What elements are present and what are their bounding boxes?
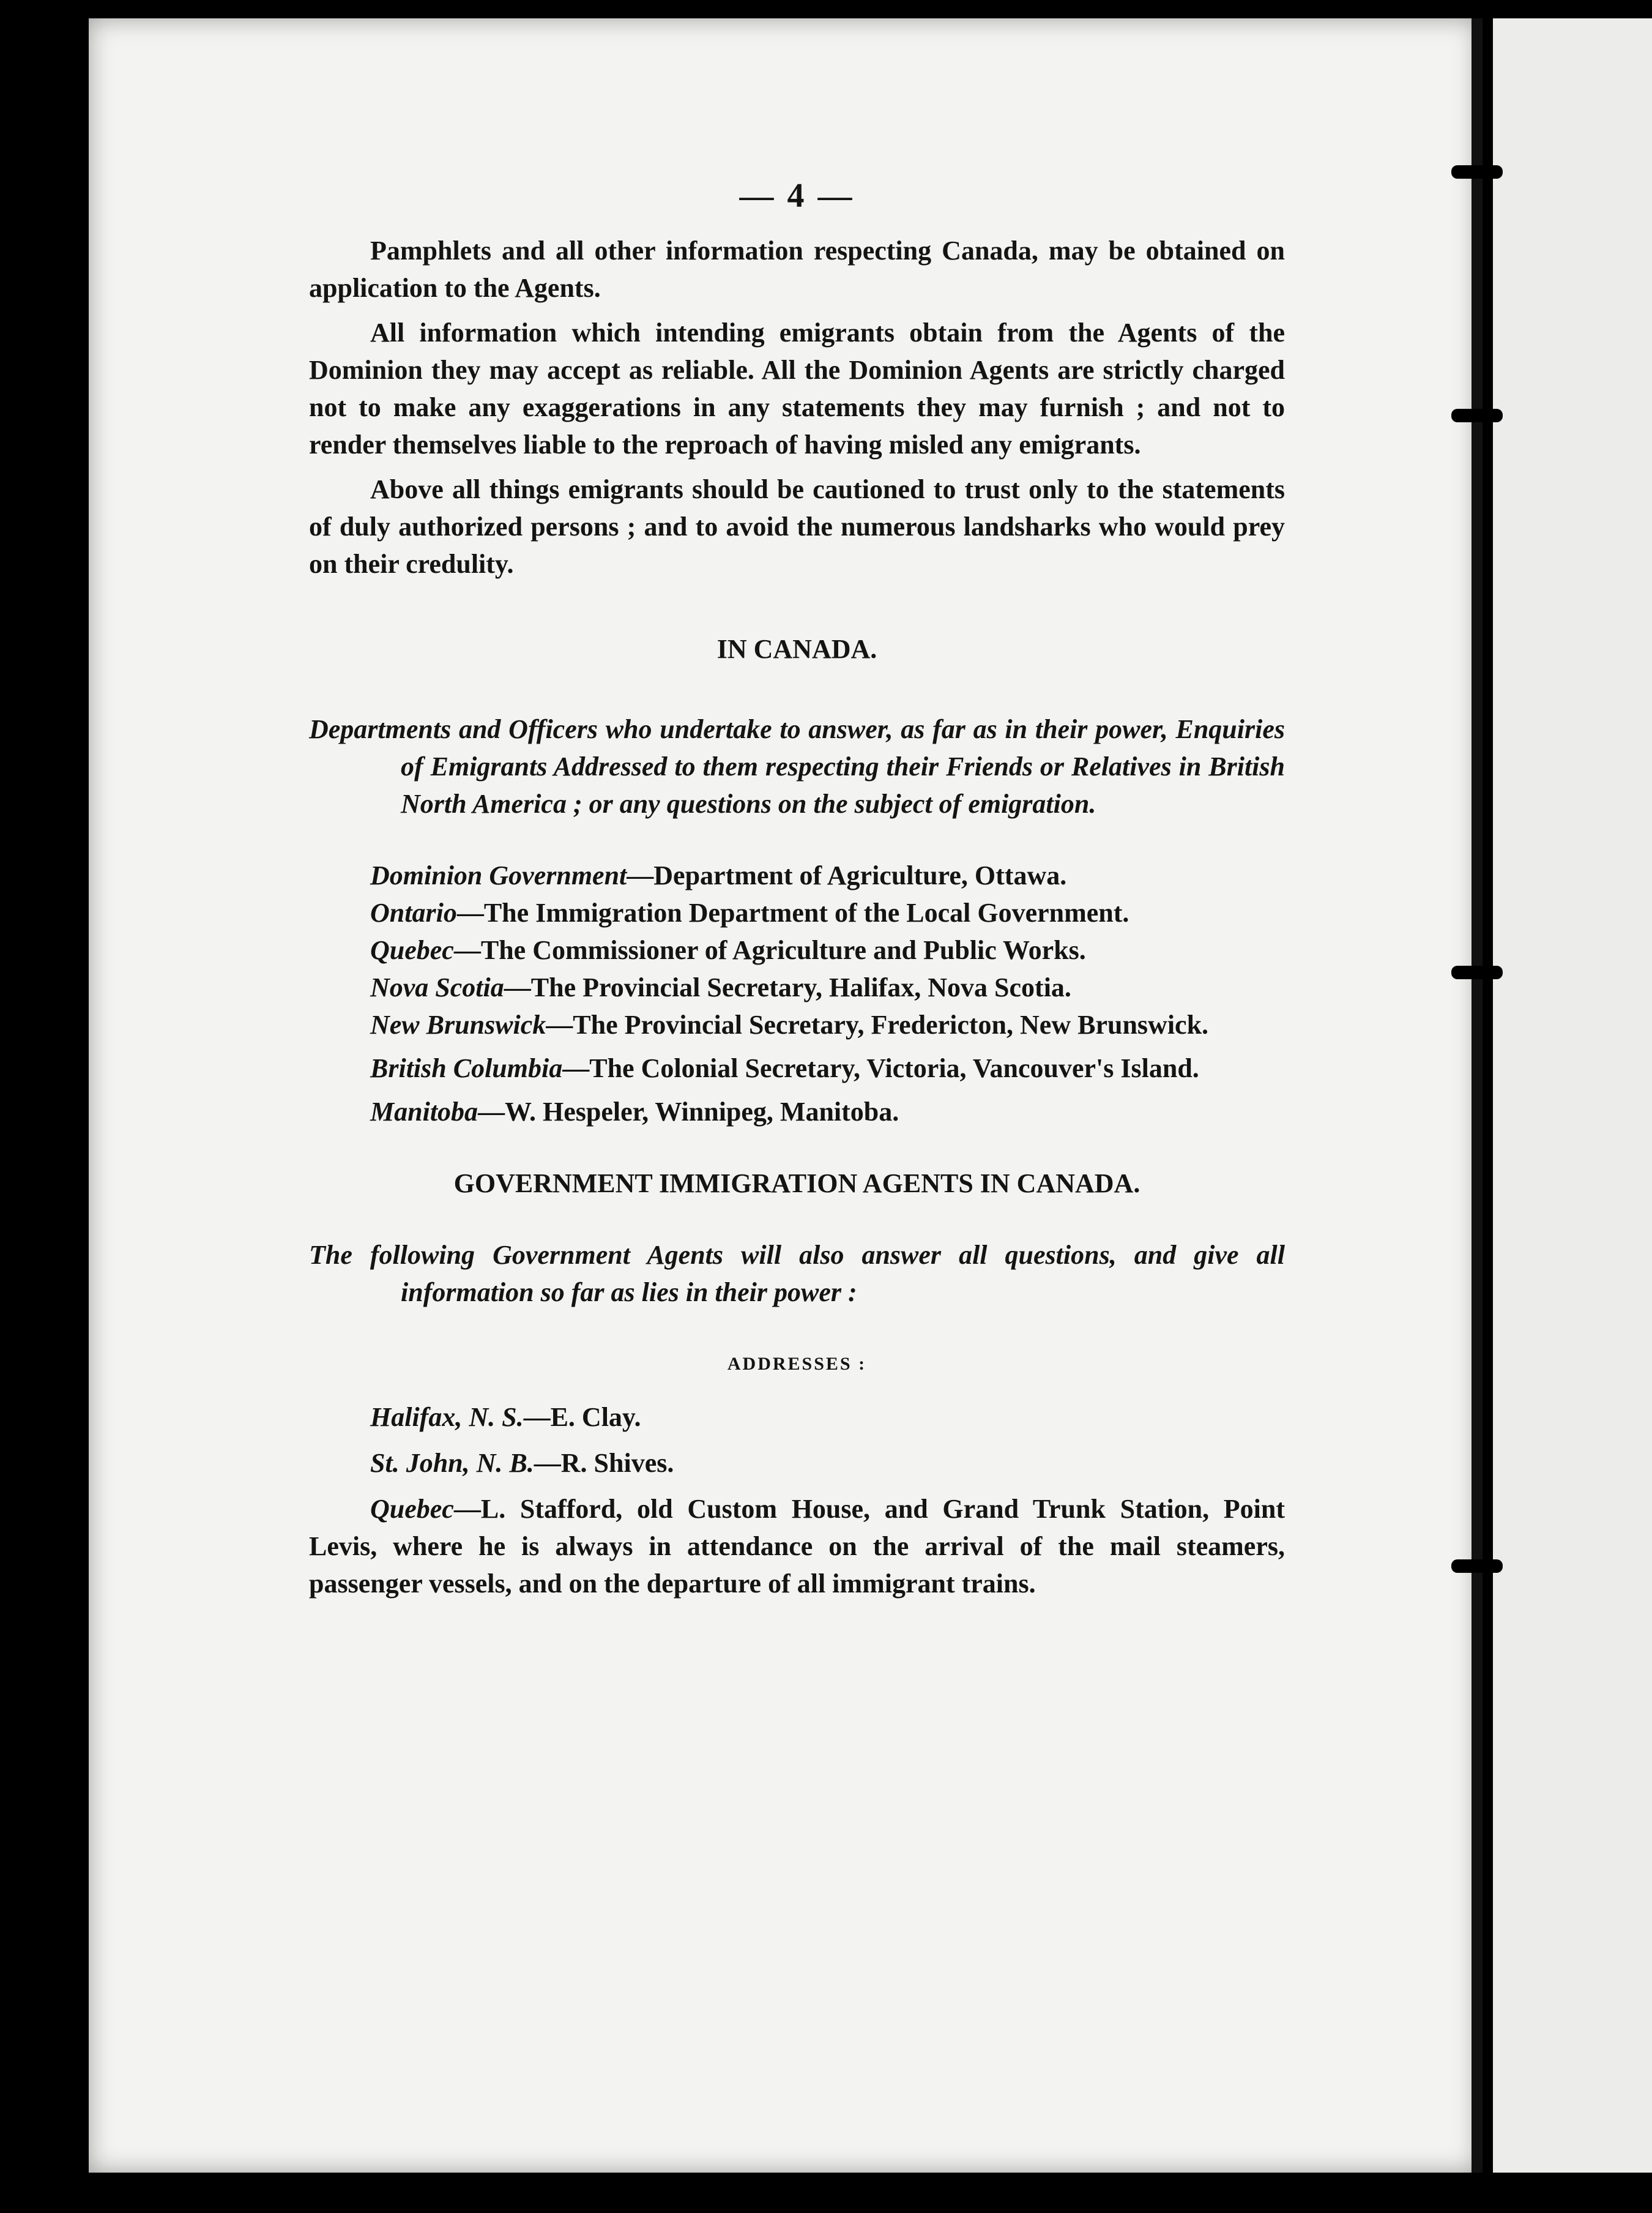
section-note: Departments and Officers who undertake to answer, as far as in their power, Enquiries of Emigrants Addressed to them respecting their Friends or Relatives in British North America ; or any questions on the subject of emigration. [309, 714, 1285, 819]
entry-text: —The Provincial Secretary, Fredericton, New Brunswick. [546, 1010, 1209, 1040]
section-note: The following Government Agents will also answer all questions, and give all information so far as lies in their power : [309, 1240, 1285, 1307]
agent-address [309, 1490, 1285, 1602]
binding-stitch [1451, 409, 1503, 422]
page-text [309, 177, 1285, 1611]
entry-text: —E. Clay. [523, 1402, 641, 1432]
entry-text: —The Commissioner of Agriculture and Public Works. [453, 935, 1086, 965]
entry-label: Ontario [370, 898, 457, 928]
binding-stitch [1451, 1559, 1503, 1573]
entry-label: British Columbia [370, 1053, 563, 1083]
department-entry [309, 1006, 1285, 1043]
department-entry [309, 1050, 1285, 1087]
binding-stitch [1451, 966, 1503, 979]
entry-label: Nova Scotia [370, 972, 504, 1002]
entry-label: St. John, N. B. [370, 1448, 534, 1478]
department-entry [309, 1093, 1285, 1130]
entry-text: —R. Shives. [534, 1448, 674, 1478]
entry-label: Manitoba [370, 1097, 478, 1127]
entry-text: —The Provincial Secretary, Halifax, Nova Scotia. [504, 972, 1071, 1002]
entry-text: —W. Hespeler, Winnipeg, Manitoba. [478, 1097, 899, 1127]
section-heading: IN CANADA. [716, 634, 877, 664]
entry-text: —L. Stafford, old Custom House, and Grand Trunk Station, Point Levis, where he is always in attendance on the arrival of the mail steamers, passenger vessels, and on the departure of all immigrant trains. [309, 1494, 1285, 1599]
entry-text: —The Colonial Secretary, Victoria, Vancouver's Island. [562, 1053, 1199, 1083]
paragraph: Above all things emigrants should be cautioned to trust only to the statements of duly authorized persons ; and to avoid the numerous landsharks who would prey on their credulity. [309, 474, 1285, 579]
department-entry [309, 894, 1285, 931]
agent-address [309, 1398, 1285, 1436]
section-heading: GOVERNMENT IMMIGRATION AGENTS IN CANADA. [453, 1168, 1140, 1198]
page-number: — 4 — [739, 177, 855, 215]
entry-text: —The Immigration Department of the Local Government. [456, 898, 1129, 928]
agent-address [309, 1444, 1285, 1482]
department-entry [309, 931, 1285, 969]
binding-fold [1472, 18, 1483, 2173]
paragraph: Pamphlets and all other information respecting Canada, may be obtained on application to the Agents. [309, 236, 1285, 303]
facing-page-edge [1493, 18, 1652, 2173]
entry-label: Quebec [370, 1494, 454, 1524]
entry-label: New Brunswick [370, 1010, 546, 1040]
entry-label: Quebec [370, 935, 454, 965]
addresses-heading: ADDRESSES : [727, 1354, 867, 1374]
entry-label: Dominion Government [370, 860, 627, 890]
department-entry [309, 857, 1285, 894]
entry-label: Halifax, N. S. [370, 1402, 524, 1432]
paragraph: All information which intending emigrants obtain from the Agents of the Dominion they may accept as reliable. All the Dominion Agents are strictly charged not to make any exaggerations in any statements they may furnish ; and not to render themselves liable to the reproach of having misled any emigrants. [309, 318, 1285, 460]
entry-text: —Department of Agriculture, Ottawa. [627, 860, 1067, 890]
binding-stitch [1451, 165, 1503, 179]
department-entry [309, 969, 1285, 1006]
